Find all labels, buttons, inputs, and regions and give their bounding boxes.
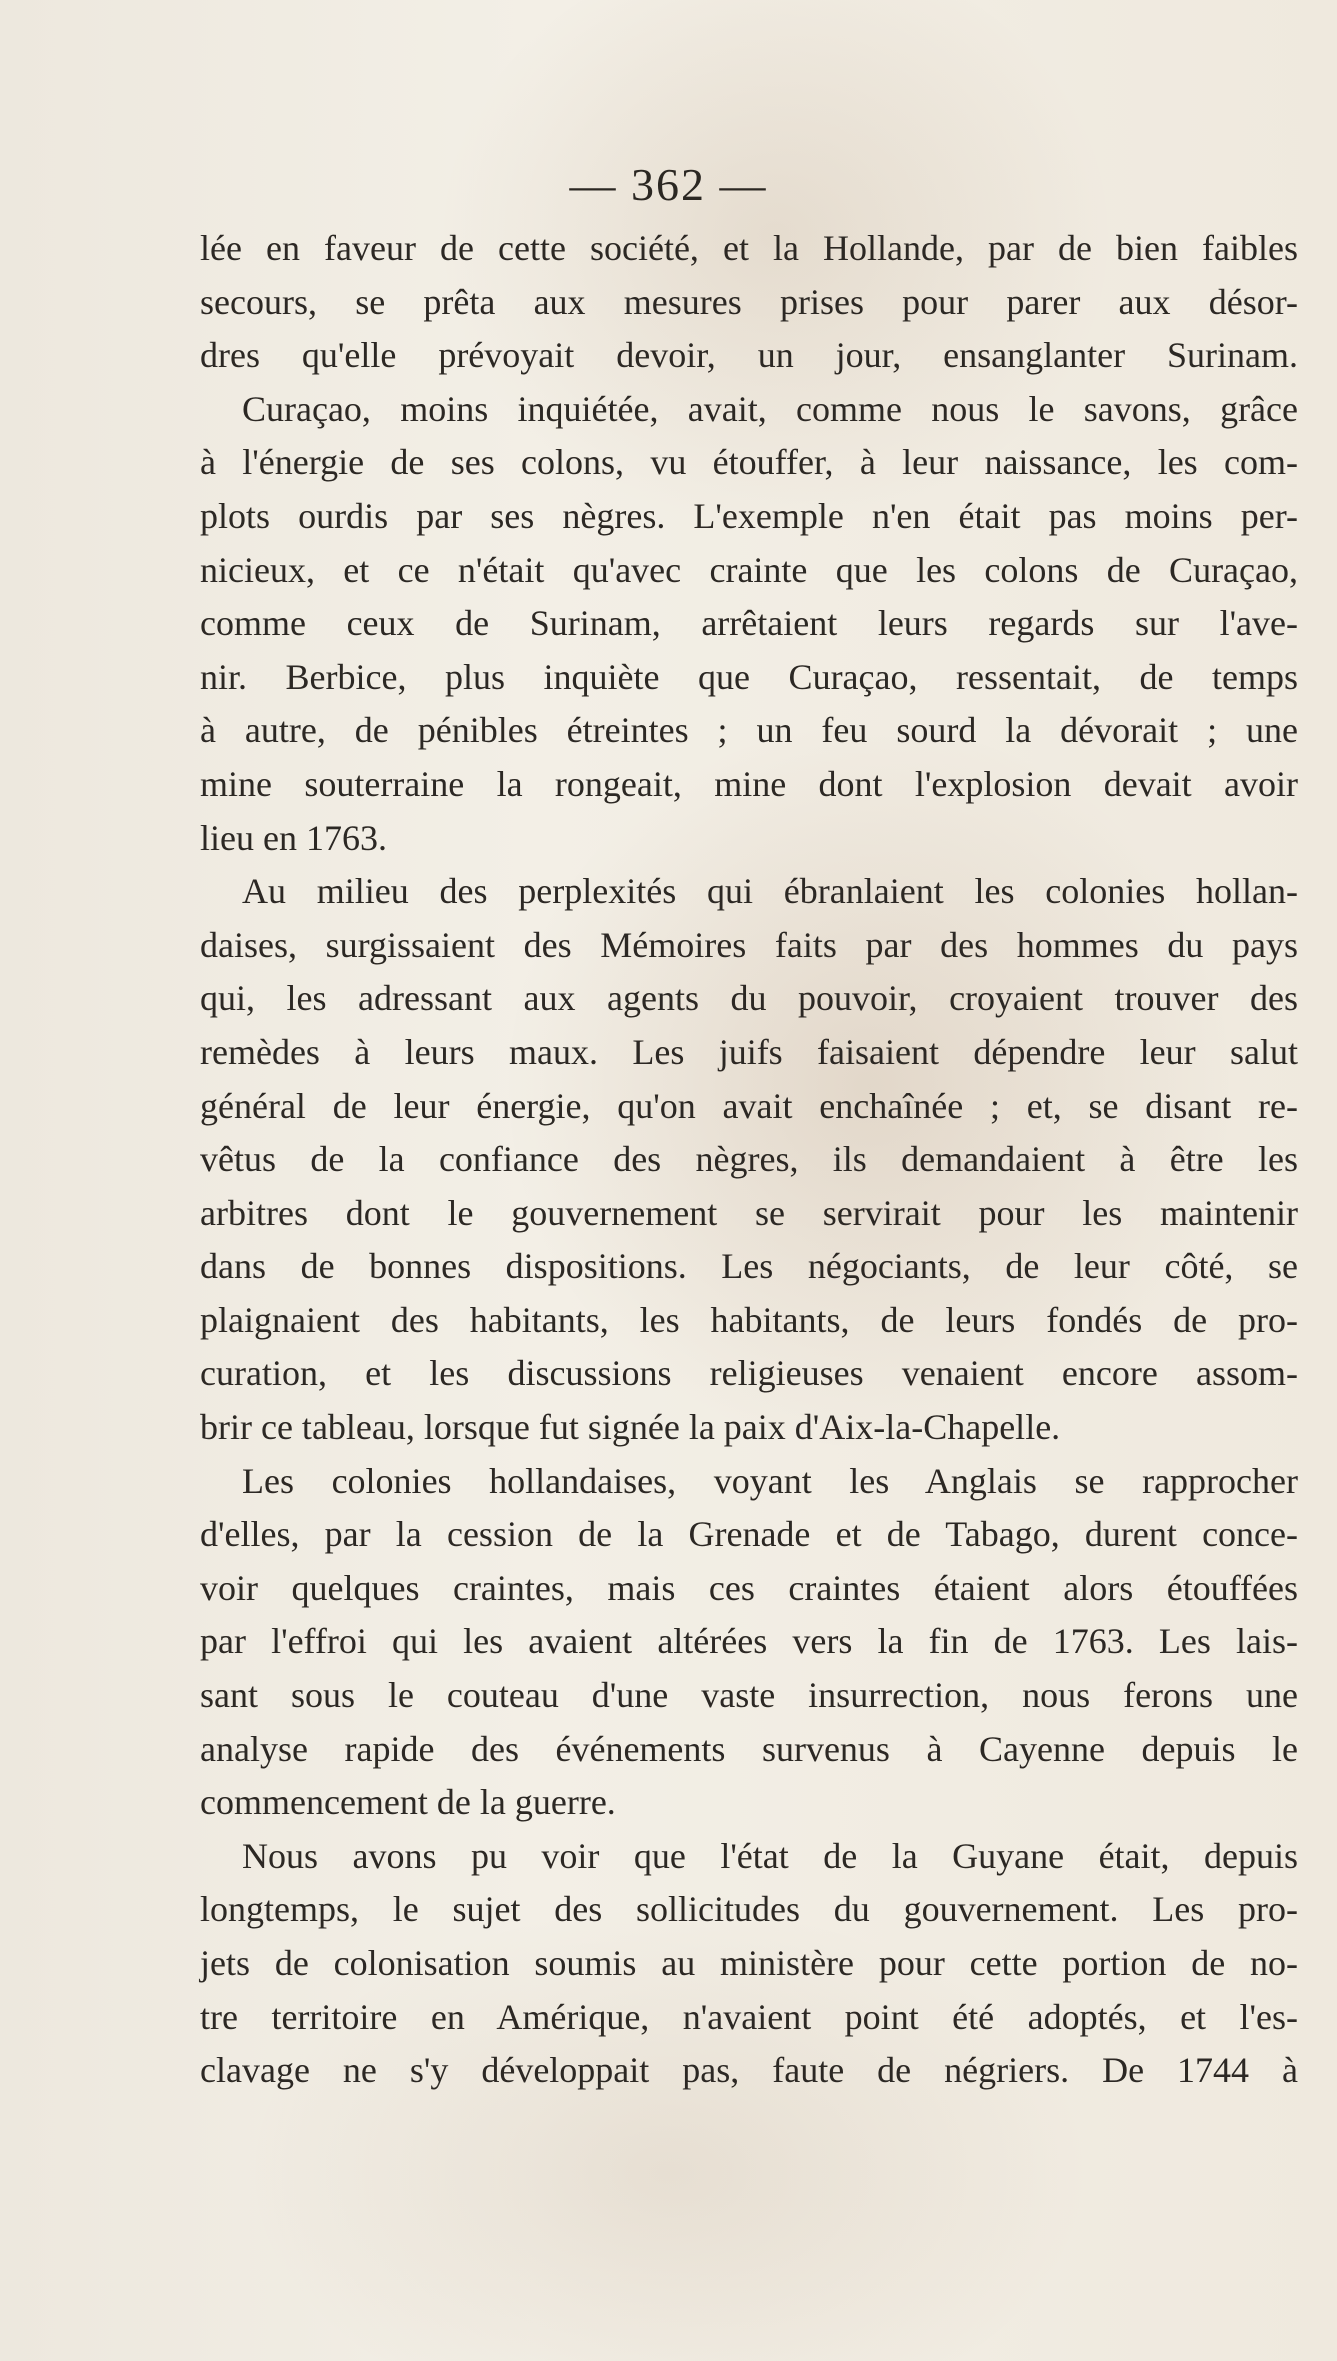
paragraph-2	[200, 865, 1298, 1455]
text-line: plaignaient des habitants, les habitants, de leurs fondés de pro-	[200, 1299, 1298, 1340]
text-line: analyse rapide des événements survenus à Cayenne depuis le	[200, 1728, 1298, 1769]
paragraph-4	[200, 1830, 1298, 2098]
text-line: comme ceux de Surinam, arrêtaient leurs regards sur l'ave-	[200, 603, 1298, 644]
text-line: jets de colonisation soumis au ministère pour cette portion de no-	[200, 1943, 1298, 1983]
text-line: par l'effroi qui les avaient altérées vers la fin de 1763. Les lais-	[200, 1621, 1298, 1662]
page-number: — 362 —	[569, 159, 768, 210]
text-line: à l'énergie de ses colons, vu étouffer, à leur naissance, les com-	[200, 442, 1298, 483]
text-line: clavage ne s'y développait pas, faute de négriers. De 1744 à	[200, 2050, 1298, 2091]
text-line: remèdes à leurs maux. Les juifs faisaient dépendre leur salut	[200, 1031, 1298, 1072]
text-line: vêtus de la confiance des nègres, ils demandaient à être les	[200, 1139, 1298, 1180]
text-line: tre territoire en Amérique, n'avaient point été adoptés, et l'es-	[200, 1996, 1298, 2037]
text-line: sant sous le couteau d'une vaste insurrection, nous ferons une	[200, 1675, 1298, 1716]
text-line: lée en faveur de cette société, et la Hollande, par de bien faibles	[200, 228, 1298, 268]
text-line: à autre, de pénibles étreintes ; un feu sourd la dévorait ; une	[200, 710, 1298, 751]
text-line: secours, se prêta aux mesures prises pour parer aux désor-	[200, 281, 1298, 322]
text-line: qui, les adressant aux agents du pouvoir, croyaient trouver des	[200, 978, 1298, 1019]
text-line: dans de bonnes dispositions. Les négociants, de leur côté, se	[200, 1246, 1298, 1287]
text-line: Les colonies hollandaises, voyant les Anglais se rapprocher	[242, 1460, 1298, 1501]
text-line: plots ourdis par ses nègres. L'exemple n'en était pas moins per-	[200, 495, 1298, 536]
text-line: dres qu'elle prévoyait devoir, un jour, ensanglanter Surinam.	[200, 335, 1298, 376]
body-text	[200, 222, 1298, 2098]
text-line: voir quelques craintes, mais ces craintes étaient alors étouffées	[200, 1567, 1298, 1608]
text-line: Curaçao, moins inquiétée, avait, comme nous le savons, grâce	[242, 388, 1298, 429]
text-line: arbitres dont le gouvernement se servirait pour les maintenir	[200, 1192, 1298, 1233]
text-line: nicieux, et ce n'était qu'avec crainte que les colons de Curaçao,	[200, 549, 1298, 590]
text-line: curation, et les discussions religieuses venaient encore assom-	[200, 1353, 1298, 1394]
paragraph-3	[200, 1455, 1298, 1830]
text-line: daises, surgissaient des Mémoires faits par des hommes du pays	[200, 924, 1298, 965]
text-line: Nous avons pu voir que l'état de la Guyane était, depuis	[242, 1835, 1298, 1876]
text-line: brir ce tableau, lorsque fut signée la paix d'Aix-la-Chapelle.	[200, 1407, 1061, 1448]
text-line: lieu en 1763.	[200, 817, 387, 858]
text-line: nir. Berbice, plus inquiète que Curaçao, ressentait, de temps	[200, 656, 1298, 697]
text-line: d'elles, par la cession de la Grenade et de Tabago, durent conce-	[200, 1514, 1298, 1555]
text-line: commencement de la guerre.	[200, 1782, 616, 1823]
paragraph-1	[200, 222, 1298, 865]
text-line: mine souterraine la rongeait, mine dont l'explosion devait avoir	[200, 763, 1298, 804]
text-line: Au milieu des perplexités qui ébranlaient les colonies hollan-	[242, 871, 1298, 912]
text-line: longtemps, le sujet des sollicitudes du gouvernement. Les pro-	[200, 1889, 1298, 1930]
text-line: général de leur énergie, qu'on avait enchaînée ; et, se disant re-	[200, 1085, 1298, 1126]
